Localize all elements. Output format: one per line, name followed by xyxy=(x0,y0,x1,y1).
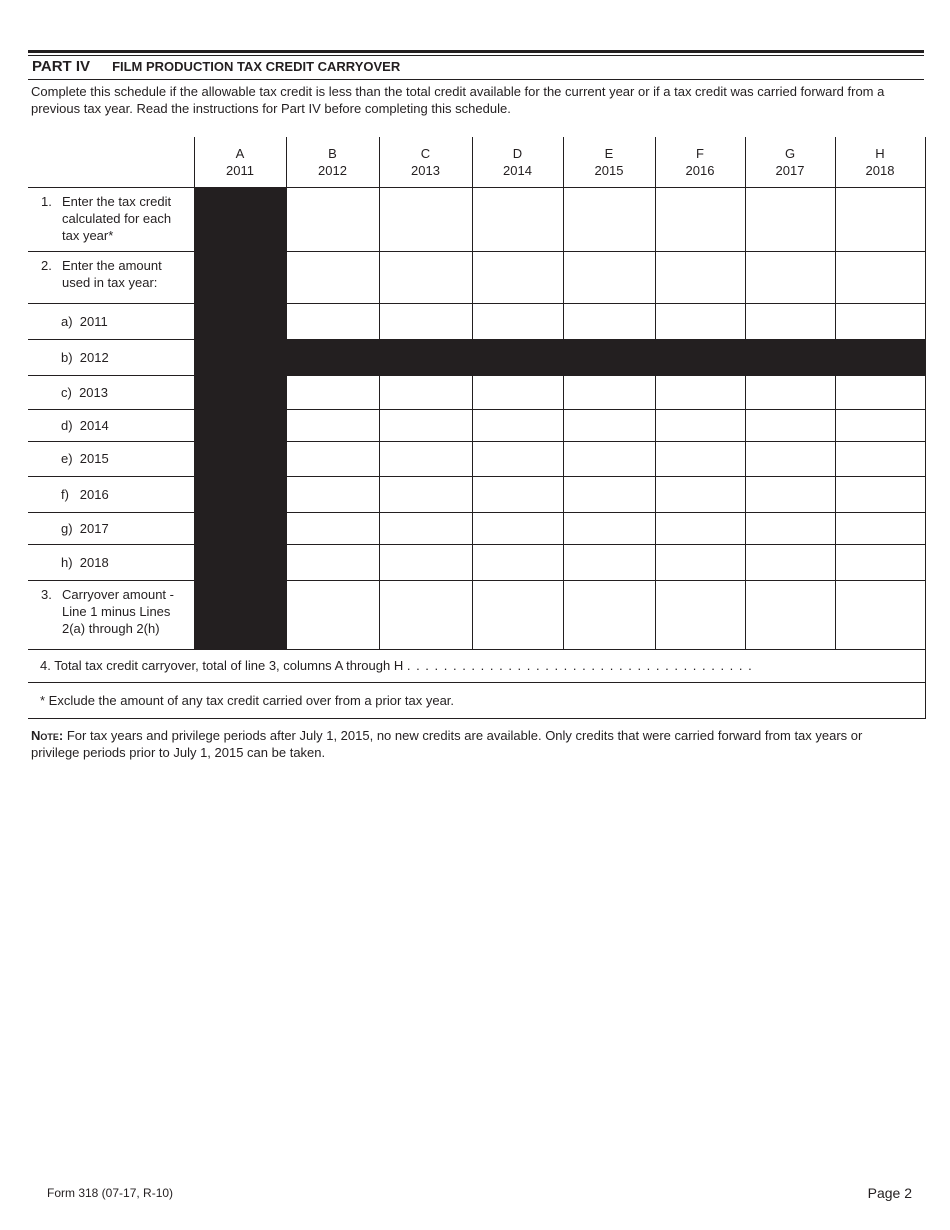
line2a-input-h[interactable] xyxy=(835,303,925,339)
note-body: For tax years and privilege periods after July 1, 2015, no new credits are available. Only credits that were carried forward from tax years or privilege periods prior to July 1, 2015 can be taken. xyxy=(31,728,863,760)
line2c-input-b[interactable] xyxy=(286,375,379,409)
line2e-input-c[interactable] xyxy=(379,441,472,476)
line2e-input-f[interactable] xyxy=(655,441,745,476)
line2c-input-d[interactable] xyxy=(472,375,563,409)
shaded-cell xyxy=(194,441,286,476)
line2f-input-d[interactable] xyxy=(472,476,563,512)
line2c-row xyxy=(28,375,925,409)
line2-label: 2. Enter the amount used in tax year: xyxy=(28,251,194,303)
form-id: Form 318 (07-17, R-10) xyxy=(47,1186,174,1200)
column-header-g: G 2017 xyxy=(745,137,835,187)
shaded-cell xyxy=(286,339,379,375)
line2h-label: h) 2018 xyxy=(28,544,194,580)
line2a-label: a) 2011 xyxy=(28,303,194,339)
footnote-row xyxy=(28,682,925,718)
line2h-input-c[interactable] xyxy=(379,544,472,580)
carryover-table xyxy=(28,137,926,719)
line1-input-d[interactable] xyxy=(472,187,563,251)
line2h-input-f[interactable] xyxy=(655,544,745,580)
line3-input-h[interactable] xyxy=(835,580,925,649)
corner-cell xyxy=(28,137,194,187)
line2b-label: b) 2012 xyxy=(28,339,194,375)
line2g-input-b[interactable] xyxy=(286,512,379,544)
column-header-h: H 2018 xyxy=(835,137,925,187)
part-header xyxy=(32,58,400,78)
line2a-input-f[interactable] xyxy=(655,303,745,339)
line1-input-c[interactable] xyxy=(379,187,472,251)
line2-input-g[interactable] xyxy=(745,251,835,303)
line2-input-h[interactable] xyxy=(835,251,925,303)
line1-input-f[interactable] xyxy=(655,187,745,251)
line2d-input-f[interactable] xyxy=(655,409,745,441)
shaded-cell xyxy=(194,409,286,441)
shaded-cell xyxy=(194,476,286,512)
line2g-input-f[interactable] xyxy=(655,512,745,544)
column-header-d: D 2014 xyxy=(472,137,563,187)
top-rule-thick xyxy=(28,50,924,53)
top-rule-thin xyxy=(28,55,924,56)
column-header-f: F 2016 xyxy=(655,137,745,187)
line2f-input-c[interactable] xyxy=(379,476,472,512)
line2g-row xyxy=(28,512,925,544)
line2-input-d[interactable] xyxy=(472,251,563,303)
line3-input-f[interactable] xyxy=(655,580,745,649)
line2-input-e[interactable] xyxy=(563,251,655,303)
line2e-row xyxy=(28,441,925,476)
page-number: Page 2 xyxy=(867,1185,912,1201)
line2f-input-f[interactable] xyxy=(655,476,745,512)
line3-input-b[interactable] xyxy=(286,580,379,649)
header-rule xyxy=(28,79,924,80)
line2e-input-e[interactable] xyxy=(563,441,655,476)
line2d-row xyxy=(28,409,925,441)
line1-row xyxy=(28,187,925,251)
line2c-input-f[interactable] xyxy=(655,375,745,409)
line1-input-b[interactable] xyxy=(286,187,379,251)
line1-input-h[interactable] xyxy=(835,187,925,251)
shaded-cell xyxy=(563,339,655,375)
line4-row xyxy=(28,649,925,682)
line2g-input-c[interactable] xyxy=(379,512,472,544)
line2f-input-b[interactable] xyxy=(286,476,379,512)
line2c-input-g[interactable] xyxy=(745,375,835,409)
line2a-input-g[interactable] xyxy=(745,303,835,339)
line3-input-e[interactable] xyxy=(563,580,655,649)
line2f-row xyxy=(28,476,925,512)
shaded-cell xyxy=(835,339,925,375)
line1-input-g[interactable] xyxy=(745,187,835,251)
line4-label: 4. Total tax credit carryover, total of line 3, columns A through H . . . . . . . . . . . . . . . . . . . . . . . . . . . . . . . . . . . . . . xyxy=(28,649,925,682)
line2c-label: c) 2013 xyxy=(28,375,194,409)
instructions-text: Complete this schedule if the allowable tax credit is less than the total credit available for the current year or if a tax credit was carried forward from a previous tax year. Read the instructions for Part IV before completing this schedule. xyxy=(31,84,885,116)
footnote-text: * Exclude the amount of any tax credit carried over from a prior tax year. xyxy=(28,682,925,718)
line2d-input-b[interactable] xyxy=(286,409,379,441)
column-header-c: C 2013 xyxy=(379,137,472,187)
line2c-input-h[interactable] xyxy=(835,375,925,409)
line2d-input-e[interactable] xyxy=(563,409,655,441)
shaded-cell xyxy=(379,339,472,375)
line3-label: 3. Carryover amount - Line 1 minus Lines 2(a) through 2(h) xyxy=(28,580,194,649)
line2f-label: f) 2016 xyxy=(28,476,194,512)
line2d-input-g[interactable] xyxy=(745,409,835,441)
line2-row xyxy=(28,251,925,303)
column-header-a: A 2011 xyxy=(194,137,286,187)
column-header-b: B 2012 xyxy=(286,137,379,187)
shaded-cell xyxy=(655,339,745,375)
shaded-cell xyxy=(194,512,286,544)
shaded-cell xyxy=(745,339,835,375)
line2h-input-g[interactable] xyxy=(745,544,835,580)
shaded-cell xyxy=(472,339,563,375)
shaded-cell xyxy=(194,375,286,409)
line2g-input-h[interactable] xyxy=(835,512,925,544)
line2d-input-h[interactable] xyxy=(835,409,925,441)
line2g-label: g) 2017 xyxy=(28,512,194,544)
line2d-input-c[interactable] xyxy=(379,409,472,441)
line2a-input-b[interactable] xyxy=(286,303,379,339)
line3-row xyxy=(28,580,925,649)
line2f-input-g[interactable] xyxy=(745,476,835,512)
line2d-input-d[interactable] xyxy=(472,409,563,441)
line2g-input-e[interactable] xyxy=(563,512,655,544)
line2d-label: d) 2014 xyxy=(28,409,194,441)
line2e-label: e) 2015 xyxy=(28,441,194,476)
shaded-cell xyxy=(194,580,286,649)
line2a-input-d[interactable] xyxy=(472,303,563,339)
shaded-cell xyxy=(194,339,286,375)
line2h-input-b[interactable] xyxy=(286,544,379,580)
line2b-row xyxy=(28,339,925,375)
line2h-input-e[interactable] xyxy=(563,544,655,580)
line2a-row xyxy=(28,303,925,339)
line2c-input-c[interactable] xyxy=(379,375,472,409)
line3-input-d[interactable] xyxy=(472,580,563,649)
line2e-input-b[interactable] xyxy=(286,441,379,476)
line3-input-c[interactable] xyxy=(379,580,472,649)
line2g-input-g[interactable] xyxy=(745,512,835,544)
line2-input-f[interactable] xyxy=(655,251,745,303)
line2a-input-c[interactable] xyxy=(379,303,472,339)
line2f-input-h[interactable] xyxy=(835,476,925,512)
line2e-input-h[interactable] xyxy=(835,441,925,476)
line2h-input-h[interactable] xyxy=(835,544,925,580)
line2e-input-g[interactable] xyxy=(745,441,835,476)
line2-input-c[interactable] xyxy=(379,251,472,303)
column-header-e: E 2015 xyxy=(563,137,655,187)
line2g-input-d[interactable] xyxy=(472,512,563,544)
shaded-cell xyxy=(194,251,286,303)
shaded-cell xyxy=(194,303,286,339)
line2f-input-e[interactable] xyxy=(563,476,655,512)
shaded-cell xyxy=(194,187,286,251)
line2a-input-e[interactable] xyxy=(563,303,655,339)
note-label: Note: xyxy=(31,728,64,743)
note-text xyxy=(31,727,911,761)
line1-input-e[interactable] xyxy=(563,187,655,251)
line3-input-g[interactable] xyxy=(745,580,835,649)
line2e-input-d[interactable] xyxy=(472,441,563,476)
line2h-input-d[interactable] xyxy=(472,544,563,580)
line2-input-b[interactable] xyxy=(286,251,379,303)
part-title: FILM PRODUCTION TAX CREDIT CARRYOVER xyxy=(112,59,401,74)
part-label: PART IV xyxy=(32,58,91,75)
shaded-cell xyxy=(194,544,286,580)
column-header-row xyxy=(28,137,925,187)
line1-label: 1. Enter the tax credit calculated for each tax year* xyxy=(28,187,194,251)
line2c-input-e[interactable] xyxy=(563,375,655,409)
line2h-row xyxy=(28,544,925,580)
